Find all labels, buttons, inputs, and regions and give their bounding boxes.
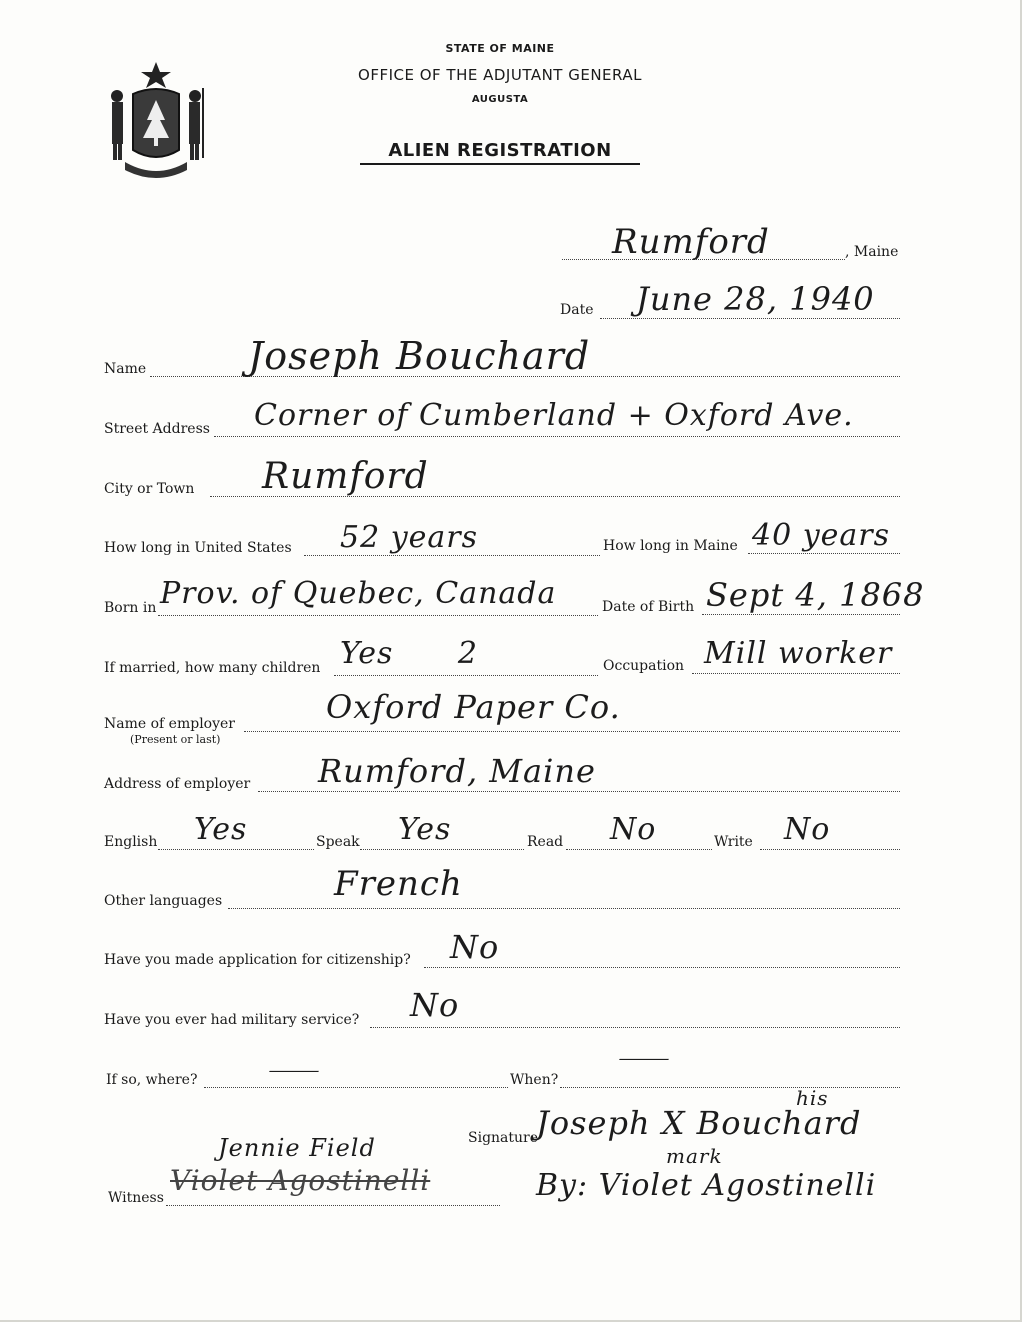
write-line [760, 849, 900, 850]
us-duration-label: How long in United States [104, 540, 292, 556]
occupation-value[interactable]: Mill worker [704, 636, 893, 671]
employer-address-value[interactable]: Rumford, Maine [318, 752, 596, 790]
witness-label: Witness [108, 1190, 164, 1206]
dob-label: Date of Birth [602, 599, 695, 615]
place-suffix: , Maine [845, 244, 899, 260]
city-value[interactable]: Rumford [262, 456, 429, 497]
city-heading: AUGUSTA [471, 94, 529, 105]
read-label: Read [527, 834, 564, 850]
where-line [204, 1087, 508, 1088]
dob-line [702, 614, 900, 615]
place-value[interactable]: Rumford [612, 222, 770, 262]
when-value[interactable]: — [617, 1048, 674, 1069]
speak-value[interactable]: Yes [398, 812, 452, 847]
maine-duration-value[interactable]: 40 years [752, 518, 891, 553]
born-value[interactable]: Prov. of Quebec, Canada [160, 576, 557, 611]
citizenship-line [424, 967, 900, 968]
date-value[interactable]: June 28, 1940 [636, 280, 875, 318]
where-value[interactable]: — [267, 1060, 324, 1081]
dob-value[interactable]: Sept 4, 1868 [706, 576, 925, 614]
children-label: If married, how many children [104, 660, 321, 676]
street-label: Street Address [104, 421, 210, 437]
signature-value[interactable]: Joseph X Bouchard [536, 1104, 862, 1142]
witness-line [166, 1205, 500, 1206]
employer-address-line [258, 791, 900, 792]
military-value[interactable]: No [410, 986, 460, 1024]
occupation-label: Occupation [603, 658, 685, 674]
other-languages-line [228, 908, 900, 909]
citizenship-label: Have you made application for citizenship? [104, 952, 411, 968]
citizenship-value[interactable]: No [450, 928, 500, 966]
signature-mark: mark [666, 1144, 723, 1168]
other-languages-label: Other languages [104, 893, 223, 909]
write-label: Write [714, 834, 753, 850]
name-label: Name [104, 361, 147, 377]
signature-his: his [796, 1086, 829, 1110]
other-languages-value[interactable]: French [334, 864, 463, 904]
children-line [334, 675, 598, 676]
born-line [158, 615, 598, 616]
read-line [566, 849, 712, 850]
signature-by[interactable]: By: Violet Agostinelli [536, 1168, 877, 1203]
date-label: Date [560, 302, 594, 318]
date-line [600, 318, 900, 319]
office-heading: OFFICE OF THE ADJUTANT GENERAL [358, 66, 642, 84]
occupation-line [692, 673, 900, 674]
maine-duration-label: How long in Maine [603, 538, 738, 554]
maine-state-seal [103, 58, 209, 180]
write-value[interactable]: No [784, 812, 831, 847]
city-label: City or Town [104, 481, 195, 497]
form-title: ALIEN REGISTRATION [360, 140, 640, 165]
speak-line [360, 849, 524, 850]
employer-address-label: Address of employer [104, 776, 251, 792]
when-label: When? [510, 1072, 559, 1088]
military-label: Have you ever had military service? [104, 1012, 360, 1028]
english-value[interactable]: Yes [194, 812, 248, 847]
read-value[interactable]: No [610, 812, 657, 847]
name-value[interactable]: Joseph Bouchard [248, 334, 591, 378]
speak-label: Speak [316, 834, 360, 850]
employer-sublabel: (Present or last) [130, 733, 221, 746]
state-heading: STATE OF MAINE [445, 42, 555, 55]
children-value[interactable]: Yes 2 [340, 636, 478, 671]
english-label: English [104, 834, 158, 850]
english-line [158, 849, 314, 850]
employer-line [244, 731, 900, 732]
street-value[interactable]: Corner of Cumberland + Oxford Ave. [254, 398, 854, 433]
employer-label: Name of employer [104, 716, 235, 732]
when-line [560, 1087, 900, 1088]
where-label: If so, where? [106, 1072, 198, 1088]
street-line [214, 436, 900, 437]
signature-label: Signature [468, 1130, 539, 1146]
us-duration-line [304, 555, 600, 556]
military-line [370, 1027, 900, 1028]
witness-value[interactable]: Jennie Field [218, 1134, 376, 1162]
witness-struck-name: Violet Agostinelli [170, 1164, 431, 1197]
born-label: Born in [104, 600, 157, 616]
maine-duration-line [748, 553, 900, 554]
employer-value[interactable]: Oxford Paper Co. [326, 688, 621, 726]
us-duration-value[interactable]: 52 years [340, 520, 479, 555]
